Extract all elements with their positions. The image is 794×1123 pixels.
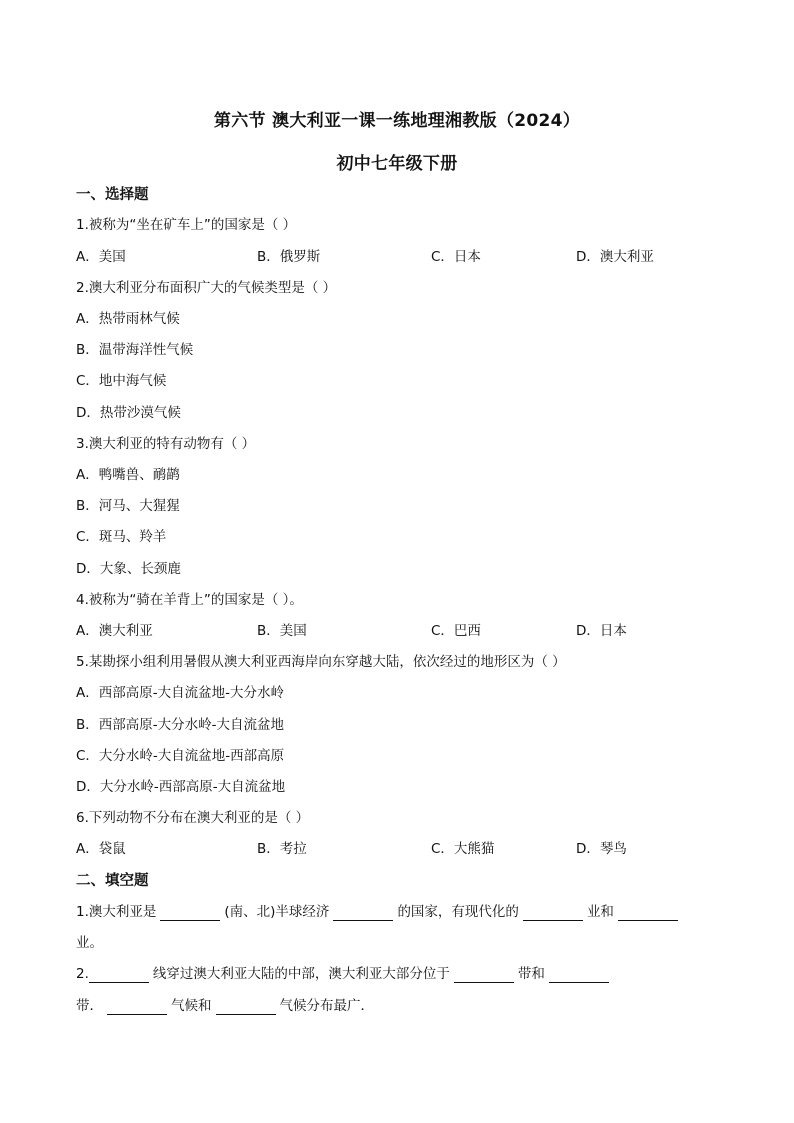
- question-4-stem: 4.被称为“骑在羊背上”的国家是（ ）。: [76, 592, 303, 608]
- question-5-option-d: D．大分水岭-西部高原-大自流盆地: [76, 779, 286, 795]
- question-3-stem: 3.澳大利亚的特有动物有（ ）: [76, 436, 256, 452]
- answer-blank[interactable]: [618, 905, 678, 921]
- question-1-options: [0, 248, 794, 266]
- question-2-option-a: A．热带雨林气候: [76, 311, 180, 327]
- question-2-option-c: C．地中海气候: [76, 373, 167, 389]
- question-5-option-a: A．西部高原-大自流盆地-大分水岭: [76, 685, 284, 701]
- question-5-option-c: C．大分水岭-大自流盆地-西部高原: [76, 748, 285, 764]
- fill-1-text-5: 业。: [76, 935, 103, 951]
- document-subtitle: 初中七年级下册: [336, 154, 458, 174]
- option-d: D．澳大利亚: [576, 249, 654, 265]
- option-c: C．大熊猫: [431, 841, 495, 857]
- question-5-stem: 5.某勘探小组利用暑假从澳大利亚西海岸向东穿越大陆，依次经过的地形区为（ ）: [76, 654, 566, 670]
- fill-1-line-1: [76, 903, 682, 921]
- question-5-option-b: B．西部高原-大分水岭-大自流盆地: [76, 717, 285, 733]
- option-c: C．日本: [431, 249, 481, 265]
- answer-blank[interactable]: [454, 967, 514, 983]
- fill-2-text-3: 带和: [517, 966, 545, 982]
- question-2-option-b: B．温带海洋性气候: [76, 342, 194, 358]
- option-d: D．日本: [576, 623, 627, 639]
- document-title: 第六节 澳大利亚一课一练地理湘教版（2024）: [213, 111, 581, 131]
- fill-2-text-5: 气候和: [171, 998, 212, 1014]
- question-6-stem: 6.下列动物不分布在澳大利亚的是（ ）: [76, 810, 310, 826]
- fill-2-text-2: 线穿过澳大利亚大陆的中部，澳大利亚大部分位于: [152, 966, 450, 982]
- question-3-option-a: A．鸭嘴兽、鸸鹋: [76, 467, 180, 483]
- answer-blank[interactable]: [107, 999, 167, 1015]
- fill-2-line-1: [76, 965, 613, 983]
- fill-1-text-1: 1.澳大利亚是: [76, 904, 157, 920]
- option-b: B．美国: [257, 623, 307, 639]
- option-b: B．俄罗斯: [257, 249, 321, 265]
- option-d: D．琴鸟: [576, 841, 627, 857]
- question-4-options: [0, 622, 794, 640]
- answer-blank[interactable]: [333, 905, 393, 921]
- answer-blank[interactable]: [549, 967, 609, 983]
- fill-2-text-4: 带．: [76, 998, 103, 1014]
- fill-1-text-2: (南、北)半球经济: [224, 904, 330, 920]
- fill-1-text-4: 业和: [586, 904, 614, 920]
- option-a: A．澳大利亚: [76, 623, 153, 639]
- question-6-options: [0, 840, 794, 858]
- fill-1-text-3: 的国家，有现代化的: [397, 904, 519, 920]
- option-c: C．巴西: [431, 623, 481, 639]
- question-3-option-b: B．河马、大猩猩: [76, 498, 180, 514]
- question-3-option-c: C．斑马、羚羊: [76, 529, 167, 545]
- option-a: A．袋鼠: [76, 841, 126, 857]
- answer-blank[interactable]: [160, 905, 220, 921]
- option-a: A．美国: [76, 249, 126, 265]
- question-2-stem: 2.澳大利亚分布面积广大的气候类型是（ ）: [76, 280, 337, 296]
- answer-blank[interactable]: [89, 967, 149, 983]
- answer-blank[interactable]: [523, 905, 583, 921]
- section-heading-choice: 一、选择题: [76, 187, 149, 203]
- option-b: B．考拉: [257, 841, 307, 857]
- fill-2-text-1: 2.: [76, 966, 89, 982]
- answer-blank[interactable]: [216, 999, 276, 1015]
- fill-2-text-6: 气候分布最广．: [279, 998, 374, 1014]
- question-1-stem: 1.被称为“坐在矿车上”的国家是（ ）: [76, 217, 297, 233]
- question-2-option-d: D．热带沙漠气候: [76, 405, 181, 421]
- question-3-option-d: D．大象、长颈鹿: [76, 561, 181, 577]
- fill-2-line-2: [76, 997, 374, 1015]
- section-heading-fill: 二、填空题: [76, 873, 149, 889]
